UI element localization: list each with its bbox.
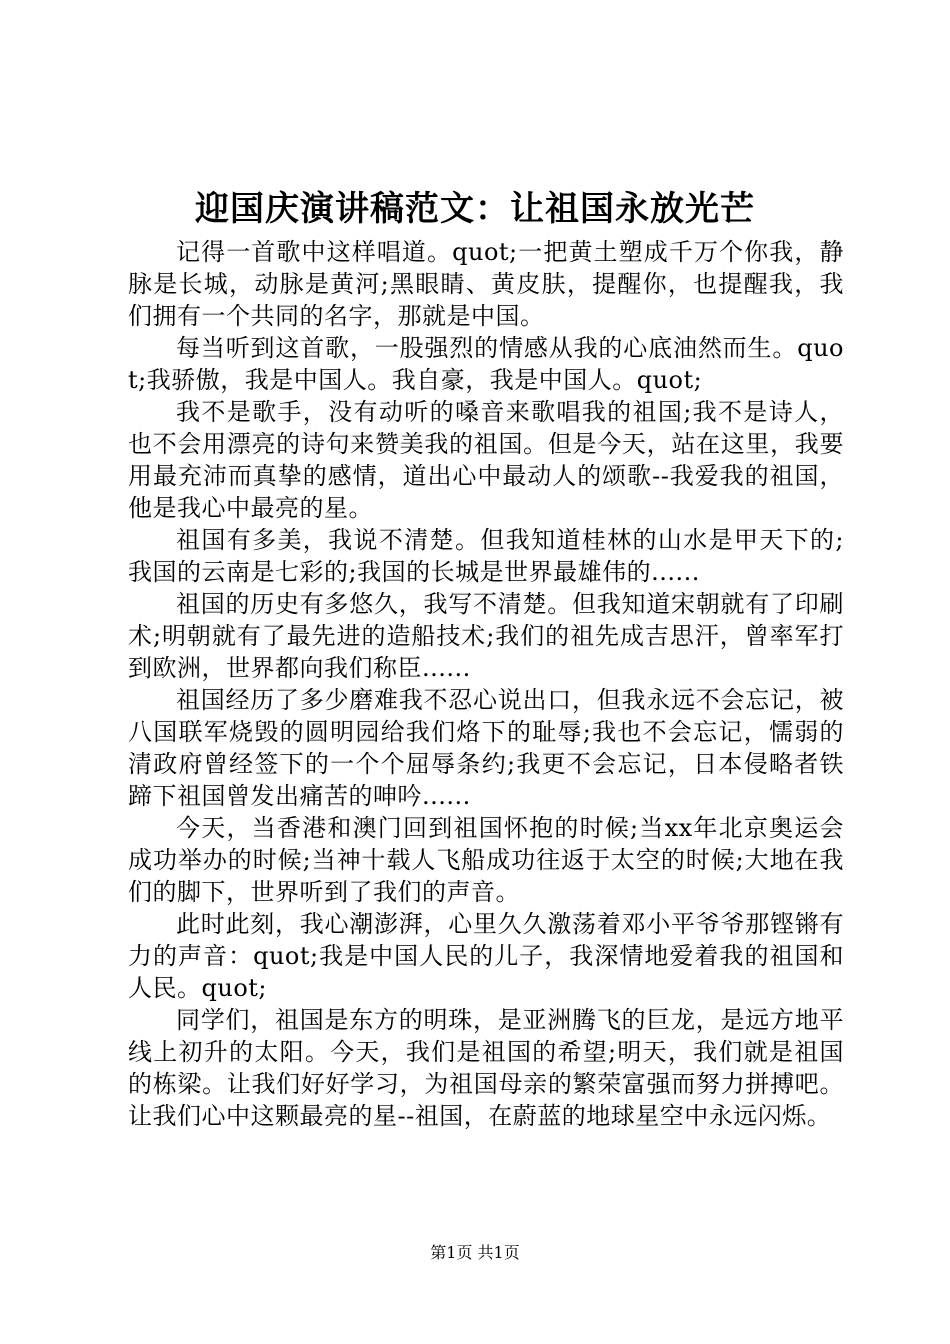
paragraph: 我不是歌手，没有动听的嗓音来歌唱我的祖国;我不是诗人，也不会用漂亮的诗句来赞美我的祖国。但是今天，站在这里，我要用最充沛而真挚的感情，道出心中最动人的颂歌--我爱我的祖国，他是我心中最亮的星。: [128, 398, 844, 522]
page-footer: 第1页 共1页: [430, 1243, 520, 1262]
paragraph: 同学们，祖国是东方的明珠，是亚洲腾飞的巨龙，是远方地平线上初升的太阳。今天，我们是祖国的希望;明天，我们就是祖国的栋梁。让我们好好学习，为祖国母亲的繁荣富强而努力拼搏吧。让我们心中这颗最亮的星--祖国，在蔚蓝的地球星空中永远闪烁。: [128, 1006, 844, 1130]
paragraph: 每当听到这首歌，一股强烈的情感从我的心底油然而生。quot;我骄傲，我是中国人。我自豪，我是中国人。quot;: [128, 334, 844, 394]
paragraph: 此时此刻，我心潮澎湃，心里久久激荡着邓小平爷爷那铿锵有力的声音：quot;我是中国人民的儿子，我深情地爱着我的祖国和人民。quot;: [128, 910, 844, 1002]
paragraph: 记得一首歌中这样唱道。quot;一把黄土塑成千万个你我，静脉是长城，动脉是黄河;黑眼睛、黄皮肤，提醒你，也提醒我，我们拥有一个共同的名字，那就是中国。: [128, 238, 844, 330]
paragraph: 祖国有多美，我说不清楚。但我知道桂林的山水是甲天下的;我国的云南是七彩的;我国的长城是世界最雄伟的......: [128, 526, 844, 586]
document-title: 迎国庆演讲稿范文：让祖国永放光芒: [195, 189, 755, 229]
paragraph: 今天，当香港和澳门回到祖国怀抱的时候;当xx年北京奥运会成功举办的时候;当神十载人飞船成功往返于太空的时候;大地在我们的脚下，世界听到了我们的声音。: [128, 814, 844, 906]
document-body: [128, 236, 844, 1132]
paragraph: 祖国经历了多少磨难我不忍心说出口，但我永远不会忘记，被八国联军烧毁的圆明园给我们烙下的耻辱;我也不会忘记，懦弱的清政府曾经签下的一个个屈辱条约;我更不会忘记，日本侵略者铁蹄下祖国曾发出痛苦的呻吟......: [128, 686, 844, 810]
paragraph: 祖国的历史有多悠久，我写不清楚。但我知道宋朝就有了印刷术;明朝就有了最先进的造船技术;我们的祖先成吉思汗，曾率军打到欧洲，世界都向我们称臣......: [128, 590, 844, 682]
